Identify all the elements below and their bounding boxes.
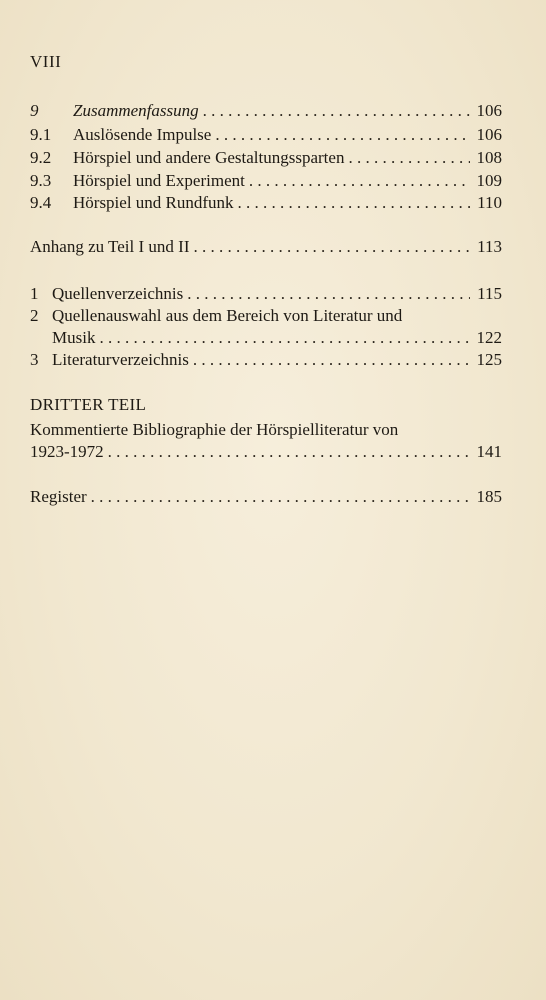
part-title-line1: Kommentierte Bibliographie der Hörspielliteratur von — [30, 420, 399, 439]
leader-dots — [99, 328, 470, 348]
entry-page: 125 — [476, 350, 502, 369]
entry-page: 108 — [476, 148, 502, 167]
entry-number: 1 — [30, 284, 39, 303]
part-heading: DRITTER TEIL — [30, 395, 147, 414]
entry-page: 113 — [477, 237, 502, 256]
toc-entry-bibliographie — [30, 442, 502, 462]
leader-dots — [348, 148, 470, 168]
toc-entry-9-3 — [30, 171, 502, 191]
entry-page: 106 — [476, 101, 502, 120]
entry-page: 110 — [477, 193, 502, 212]
entry-page: 115 — [477, 284, 502, 303]
entry-number: 9.2 — [30, 148, 52, 167]
entry-title-cont: 1923-1972 — [30, 442, 104, 461]
toc-entry-literaturverzeichnis — [30, 350, 502, 370]
leader-dots — [215, 125, 470, 145]
entry-number: 9.1 — [30, 125, 52, 144]
toc-entry-anhang — [30, 237, 502, 257]
entry-page: 109 — [476, 171, 502, 190]
toc-entry-9 — [30, 101, 502, 121]
leader-dots — [203, 101, 470, 121]
entry-number: 3 — [30, 350, 39, 369]
leader-dots — [187, 284, 470, 304]
entry-title: Quellenverzeichnis — [52, 284, 184, 303]
entry-title: Register — [30, 487, 87, 506]
entry-page: 185 — [476, 487, 502, 506]
entry-title: Hörspiel und Experiment — [73, 171, 245, 190]
toc-entry-quellenauswahl-line1 — [30, 306, 402, 326]
entry-title: Auslösende Impulse — [73, 125, 212, 144]
entry-page: 122 — [476, 328, 502, 347]
toc-entry-quellenverzeichnis — [30, 284, 502, 304]
entry-title: Literaturverzeichnis — [52, 350, 189, 369]
toc-entry-register — [30, 487, 502, 507]
leader-dots — [91, 487, 470, 507]
entry-title: Hörspiel und andere Gestaltungssparten — [73, 148, 345, 167]
entry-page: 141 — [476, 442, 502, 461]
toc-entry-9-2 — [30, 148, 502, 168]
entry-title: Quellenauswahl aus dem Bereich von Literatur und — [52, 306, 403, 325]
toc-entry-9-4 — [30, 193, 502, 213]
entry-number: 9.3 — [30, 171, 52, 190]
entry-title: Anhang zu Teil I und II — [30, 237, 190, 256]
entry-title: Hörspiel und Rundfunk — [73, 193, 234, 212]
entry-number: 2 — [30, 306, 39, 325]
leader-dots — [249, 171, 470, 191]
entry-number: 9.4 — [30, 193, 52, 212]
page-number: VIII — [30, 52, 62, 71]
leader-dots — [193, 350, 470, 370]
leader-dots — [108, 442, 470, 462]
leader-dots — [193, 237, 470, 257]
toc-entry-quellenauswahl-line2 — [52, 328, 502, 348]
entry-title: Zusammenfassung — [73, 101, 199, 120]
entry-page: 106 — [476, 125, 502, 144]
leader-dots — [238, 193, 470, 213]
entry-number: 9 — [30, 101, 39, 120]
entry-title-cont: Musik — [52, 328, 96, 347]
toc-entry-9-1 — [30, 125, 502, 145]
